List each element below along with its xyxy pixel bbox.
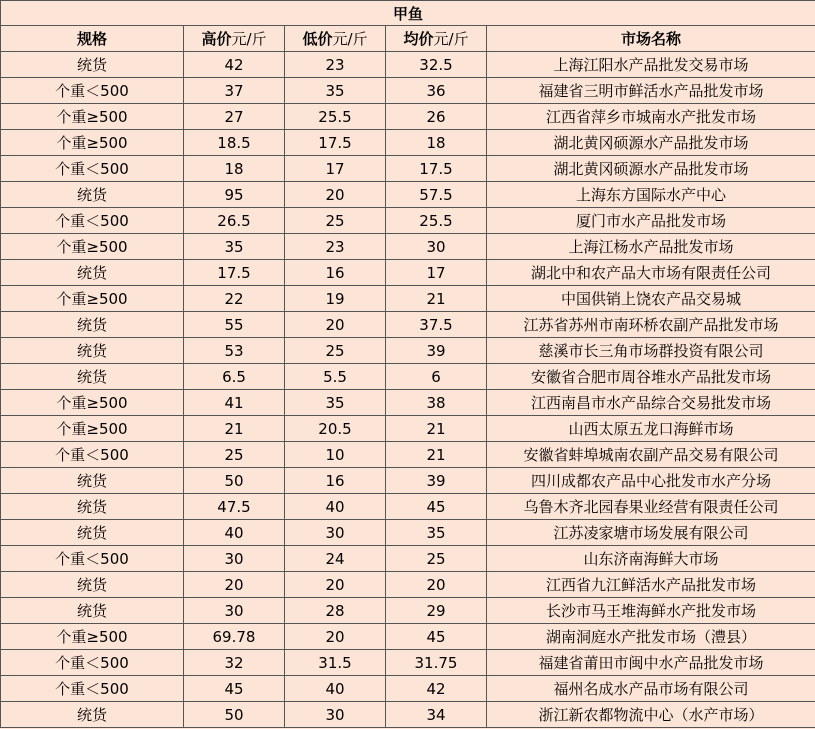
header-low-label: 低价 [302, 30, 333, 48]
low-price-cell: 40 [285, 494, 386, 520]
table-row [1, 104, 815, 130]
avg-price-cell: 34 [386, 702, 487, 728]
spec-cell: 个重＜500 [1, 546, 184, 572]
table-row [1, 182, 815, 208]
spec-cell: 统货 [1, 702, 184, 728]
market-name-cell: 湖南洞庭水产批发市场（澧县） [487, 624, 815, 650]
avg-price-cell: 36 [386, 78, 487, 104]
high-price-cell: 50 [184, 468, 285, 494]
market-name-cell: 湖北中和农产品大市场有限责任公司 [487, 260, 815, 286]
high-price-cell: 47.5 [184, 494, 285, 520]
low-price-cell: 35 [285, 390, 386, 416]
spec-cell: 个重≥500 [1, 130, 184, 156]
spec-cell: 个重≥500 [1, 234, 184, 260]
avg-price-cell: 37.5 [386, 312, 487, 338]
low-price-cell: 20 [285, 624, 386, 650]
header-avg-label: 均价 [403, 30, 434, 48]
high-price-cell: 37 [184, 78, 285, 104]
table-row [1, 468, 815, 494]
table-row [1, 130, 815, 156]
avg-price-cell: 21 [386, 416, 487, 442]
table-row [1, 286, 815, 312]
high-price-cell: 27 [184, 104, 285, 130]
high-price-cell: 30 [184, 598, 285, 624]
table-row [1, 260, 815, 286]
avg-price-cell: 21 [386, 442, 487, 468]
high-price-cell: 22 [184, 286, 285, 312]
avg-price-cell: 57.5 [386, 182, 487, 208]
market-name-cell: 安徽省合肥市周谷堆水产品批发市场 [487, 364, 815, 390]
table-row [1, 442, 815, 468]
spec-cell: 个重≥500 [1, 416, 184, 442]
table-row [1, 546, 815, 572]
high-price-cell: 69.78 [184, 624, 285, 650]
header-market: 市场名称 [487, 26, 815, 52]
header-avg [386, 26, 487, 52]
avg-price-cell: 20 [386, 572, 487, 598]
low-price-cell: 30 [285, 520, 386, 546]
spec-cell: 统货 [1, 494, 184, 520]
market-name-cell: 福州名成水产品市场有限公司 [487, 676, 815, 702]
low-price-cell: 20 [285, 182, 386, 208]
spec-cell: 个重＜500 [1, 208, 184, 234]
avg-price-cell: 38 [386, 390, 487, 416]
spec-cell: 个重＜500 [1, 78, 184, 104]
spec-cell: 统货 [1, 182, 184, 208]
high-price-cell: 41 [184, 390, 285, 416]
low-price-cell: 20 [285, 312, 386, 338]
avg-price-cell: 42 [386, 676, 487, 702]
header-high [184, 26, 285, 52]
market-name-cell: 四川成都农产品中心批发市水产分场 [487, 468, 815, 494]
high-price-cell: 18.5 [184, 130, 285, 156]
high-price-cell: 32 [184, 650, 285, 676]
avg-price-cell: 39 [386, 338, 487, 364]
spec-cell: 统货 [1, 520, 184, 546]
table-row [1, 208, 815, 234]
market-name-cell: 中国供销上饶农产品交易城 [487, 286, 815, 312]
market-name-cell: 上海江杨水产品批发市场 [487, 234, 815, 260]
table-row [1, 494, 815, 520]
market-name-cell: 乌鲁木齐北园春果业经营有限责任公司 [487, 494, 815, 520]
table-row [1, 156, 815, 182]
spec-cell: 个重＜500 [1, 650, 184, 676]
high-price-cell: 53 [184, 338, 285, 364]
spec-cell: 统货 [1, 312, 184, 338]
spec-cell: 统货 [1, 260, 184, 286]
low-price-cell: 25.5 [285, 104, 386, 130]
avg-price-cell: 45 [386, 624, 487, 650]
table-row [1, 416, 815, 442]
market-name-cell: 山东济南海鲜大市场 [487, 546, 815, 572]
low-price-cell: 40 [285, 676, 386, 702]
high-price-cell: 40 [184, 520, 285, 546]
market-name-cell: 江苏凌家塘市场发展有限公司 [487, 520, 815, 546]
header-high-unit: 元/斤 [231, 30, 267, 48]
avg-price-cell: 32.5 [386, 52, 487, 78]
spec-cell: 统货 [1, 598, 184, 624]
market-name-cell: 江西省九江鲜活水产品批发市场 [487, 572, 815, 598]
market-name-cell: 山西太原五龙口海鲜市场 [487, 416, 815, 442]
market-name-cell: 上海江阳水产品批发交易市场 [487, 52, 815, 78]
low-price-cell: 25 [285, 338, 386, 364]
low-price-cell: 16 [285, 260, 386, 286]
spec-cell: 个重≥500 [1, 286, 184, 312]
table-row [1, 676, 815, 702]
avg-price-cell: 31.75 [386, 650, 487, 676]
market-name-cell: 湖北黄冈硕源水产品批发市场 [487, 130, 815, 156]
avg-price-cell: 18 [386, 130, 487, 156]
avg-price-cell: 17.5 [386, 156, 487, 182]
low-price-cell: 19 [285, 286, 386, 312]
market-name-cell: 上海东方国际水产中心 [487, 182, 815, 208]
low-price-cell: 20 [285, 572, 386, 598]
avg-price-cell: 17 [386, 260, 487, 286]
avg-price-cell: 6 [386, 364, 487, 390]
table-row [1, 312, 815, 338]
low-price-cell: 31.5 [285, 650, 386, 676]
low-price-cell: 35 [285, 78, 386, 104]
table-row [1, 52, 815, 78]
high-price-cell: 26.5 [184, 208, 285, 234]
header-low-unit: 元/斤 [332, 30, 368, 48]
avg-price-cell: 45 [386, 494, 487, 520]
table-row [1, 650, 815, 676]
high-price-cell: 25 [184, 442, 285, 468]
spec-cell: 个重≥500 [1, 390, 184, 416]
table-row [1, 520, 815, 546]
table-row [1, 598, 815, 624]
low-price-cell: 23 [285, 52, 386, 78]
high-price-cell: 35 [184, 234, 285, 260]
market-name-cell: 湖北黄冈硕源水产品批发市场 [487, 156, 815, 182]
low-price-cell: 24 [285, 546, 386, 572]
market-name-cell: 江西南昌市水产品综合交易批发市场 [487, 390, 815, 416]
header-low [285, 26, 386, 52]
spec-cell: 个重＜500 [1, 156, 184, 182]
avg-price-cell: 39 [386, 468, 487, 494]
high-price-cell: 17.5 [184, 260, 285, 286]
low-price-cell: 30 [285, 702, 386, 728]
market-name-cell: 长沙市马王堆海鲜水产批发市场 [487, 598, 815, 624]
high-price-cell: 30 [184, 546, 285, 572]
table-row [1, 390, 815, 416]
market-name-cell: 江西省萍乡市城南水产批发市场 [487, 104, 815, 130]
table-row [1, 702, 815, 728]
high-price-cell: 42 [184, 52, 285, 78]
high-price-cell: 95 [184, 182, 285, 208]
high-price-cell: 20 [184, 572, 285, 598]
high-price-cell: 50 [184, 702, 285, 728]
market-name-cell: 安徽省蚌埠城南农副产品交易有限公司 [487, 442, 815, 468]
table-row [1, 338, 815, 364]
low-price-cell: 17.5 [285, 130, 386, 156]
table-row [1, 364, 815, 390]
avg-price-cell: 35 [386, 520, 487, 546]
low-price-cell: 23 [285, 234, 386, 260]
spec-cell: 统货 [1, 572, 184, 598]
spec-cell: 统货 [1, 364, 184, 390]
header-row [1, 26, 815, 52]
low-price-cell: 25 [285, 208, 386, 234]
low-price-cell: 17 [285, 156, 386, 182]
avg-price-cell: 21 [386, 286, 487, 312]
header-spec: 规格 [1, 26, 184, 52]
avg-price-cell: 25.5 [386, 208, 487, 234]
high-price-cell: 45 [184, 676, 285, 702]
table-row [1, 624, 815, 650]
low-price-cell: 28 [285, 598, 386, 624]
avg-price-cell: 30 [386, 234, 487, 260]
spec-cell: 个重≥500 [1, 624, 184, 650]
avg-price-cell: 25 [386, 546, 487, 572]
spec-cell: 个重＜500 [1, 676, 184, 702]
spec-cell: 统货 [1, 468, 184, 494]
market-name-cell: 福建省三明市鲜活水产品批发市场 [487, 78, 815, 104]
high-price-cell: 21 [184, 416, 285, 442]
table-row [1, 572, 815, 598]
market-name-cell: 厦门市水产品批发市场 [487, 208, 815, 234]
title-row [1, 1, 815, 26]
header-avg-unit: 元/斤 [433, 30, 469, 48]
avg-price-cell: 26 [386, 104, 487, 130]
market-name-cell: 江苏省苏州市南环桥农副产品批发市场 [487, 312, 815, 338]
low-price-cell: 20.5 [285, 416, 386, 442]
market-name-cell: 浙江新农都物流中心（水产市场） [487, 702, 815, 728]
table-row [1, 78, 815, 104]
high-price-cell: 18 [184, 156, 285, 182]
avg-price-cell: 29 [386, 598, 487, 624]
low-price-cell: 5.5 [285, 364, 386, 390]
spec-cell: 个重≥500 [1, 104, 184, 130]
high-price-cell: 6.5 [184, 364, 285, 390]
low-price-cell: 16 [285, 468, 386, 494]
market-name-cell: 福建省莆田市闽中水产品批发市场 [487, 650, 815, 676]
table-row [1, 234, 815, 260]
spec-cell: 统货 [1, 338, 184, 364]
spec-cell: 统货 [1, 52, 184, 78]
table-title: 甲鱼 [1, 1, 815, 26]
header-high-label: 高价 [201, 30, 232, 48]
spec-cell: 个重＜500 [1, 442, 184, 468]
high-price-cell: 55 [184, 312, 285, 338]
low-price-cell: 10 [285, 442, 386, 468]
market-name-cell: 慈溪市长三角市场群投资有限公司 [487, 338, 815, 364]
